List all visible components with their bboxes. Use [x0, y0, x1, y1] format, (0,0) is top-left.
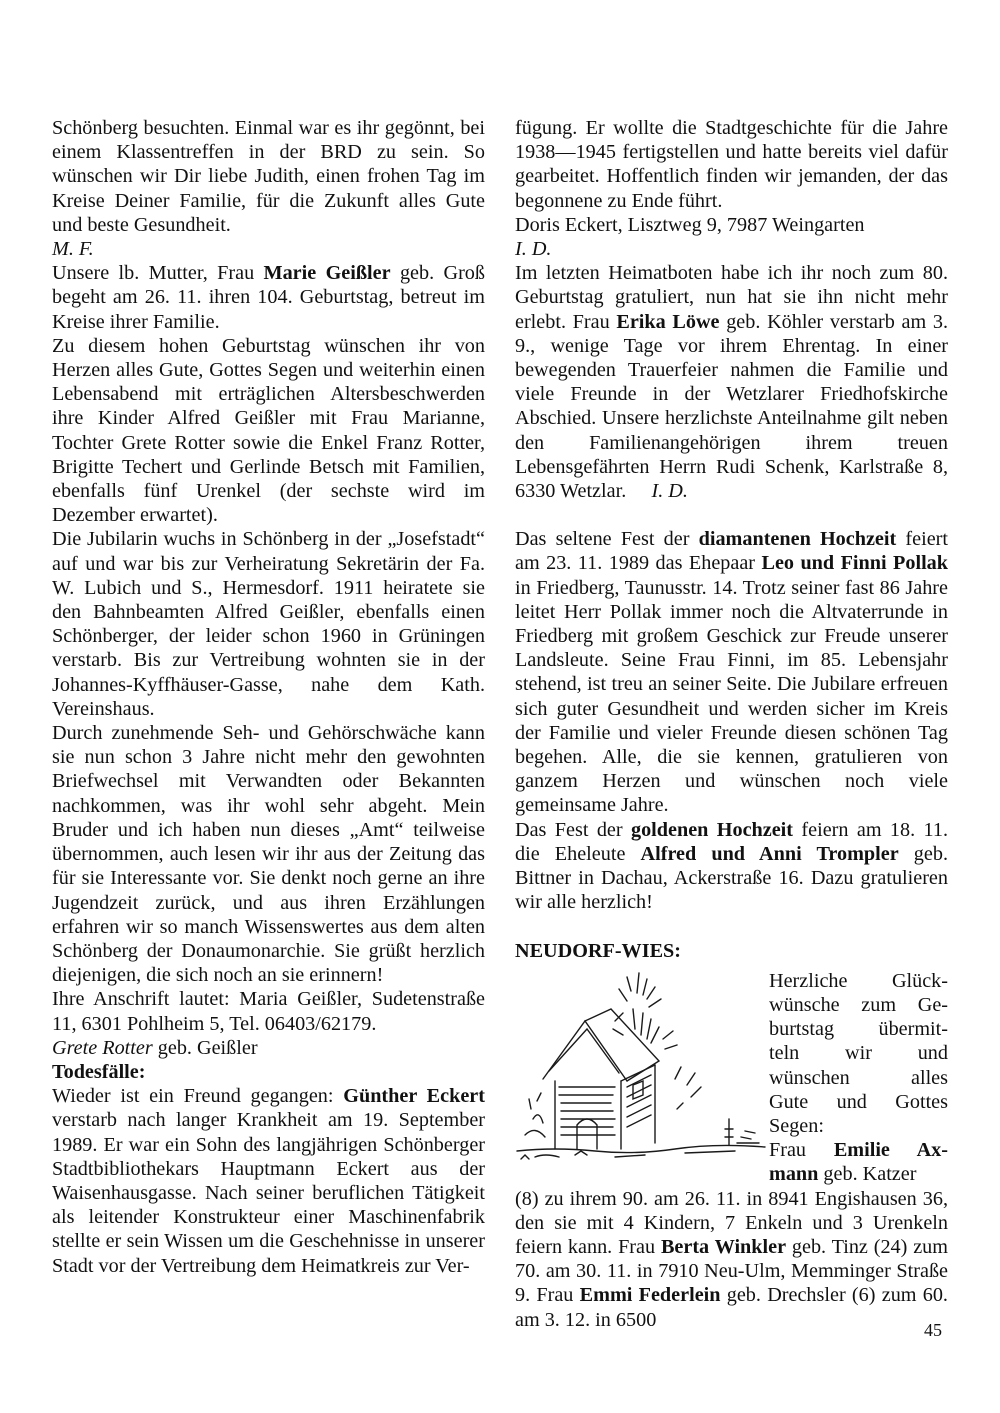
text-fragment: Unsere lb. Mutter, Frau: [52, 262, 264, 285]
signature-mf: M. F.: [52, 238, 94, 261]
bold-diamantene-hochzeit: diamantenen Hochzeit: [698, 528, 897, 551]
name-erika-loewe: Erika Löwe: [616, 310, 720, 333]
paragraph-eckert-continued: fügung. Er wollte die Stadtgeschichte für die Jahre 1938—1945 fertigstellen und hatte bereits viel dafür gearbeitet. Hoffentlich finden wir jemanden, der das begonnene zu Ende führt.: [515, 117, 948, 212]
text-fragment: verstarb nach langer Krankheit am 19. September 1989. Er war ein Sohn des langjährigen Schönberger Stadtbibliothekars Hauptmann Eckert aus der Waisenhausgasse. Nach seiner beruflichen Tätigkeit als leitender Konstrukteur einer Maschinenfabrik stellte er sein Wissen um die Geschehnisse in unserer Stadt vor der Vertreibung dem Heimatkreis zur Ver-: [52, 1109, 485, 1277]
paragraph-erika-loewe: [515, 261, 948, 503]
paragraph-wishes: Zu diesem hohen Geburtstag wünschen ihr von Herzen alles Gute, Gottes Segen und weiterhin einen Lebensabend mit erträglichen Altersbeschwerden ihre Kinder Alfred Geißler mit Frau Marianne, Tochter Grete Rotter sowie die Enkel Franz Rotter, Brigitte Techert und Gerlinde Betsch mit Familien, ebenfalls fünf Urenkel (der sechste wird im Dezember erwartet).: [52, 334, 485, 527]
text-fragment: geb. Groß begeht am 26. 11. ihren 104. Geburtstag, betreut im Kreise ihrer Familie.: [52, 262, 485, 333]
name-berta-winkler: Berta Winkler: [660, 1235, 787, 1258]
text-fragment: Wieder ist ein Freund gegangen:: [52, 1085, 344, 1108]
text-fragment: feiern am 18. 11. die Eheleute: [515, 818, 949, 865]
text-fragment: geb. Katzer: [818, 1163, 917, 1186]
float-line: [769, 1162, 948, 1186]
signature-grete-rotter: [52, 1036, 485, 1060]
float-line: Gute und Gottes: [769, 1090, 948, 1113]
paragraph-hearing-loss: Durch zunehmende Seh- und Gehörschwäche kann sie nun schon 3 Jahre nicht mehr den gewohnten Briefwechsel mit Verwandten oder Bekannten nachkommen, was ihr wohl sehr abgeht. Mein Bruder und ich haben nun dieses „Amt“ teilweise übernommen, auch lesen wir ihr aus der Zeitung das für sie Interessante vor. Sie denkt noch gerne an ihre Jugendzeit zurück, und aus ihren Erzählungen erfahren wir so manch Wissenswertes aus dem alten Schönberg der Donaumonarchie. Sie grüßt herzlich diejenigen, die sich noch an sie erinnern!: [52, 722, 485, 987]
float-line: Segen:: [769, 1114, 824, 1137]
float-line: burtstag übermit-: [769, 1018, 948, 1041]
paragraph-address: Ihre Anschrift lautet: Maria Geißler, Sudetenstraße 11, 6301 Pohlheim 5, Tel. 06403/62179.: [52, 988, 485, 1035]
paragraph-birthdays: [515, 1187, 948, 1332]
heading-neudorf-wies: NEUDORF-WIES:: [515, 939, 681, 962]
text-fragment: Frau: [769, 1139, 834, 1162]
float-line: Herzliche Glück-: [769, 969, 948, 992]
name-leo-finni-pollak: Leo und Finni Pollak: [761, 552, 948, 575]
paragraph-guenther-eckert: [52, 1084, 485, 1278]
text-fragment: geb. Drechsler (6) zum 60. am 3. 12. in 6500: [515, 1284, 948, 1331]
text-fragment: feiert am 23. 11. 1989 das Ehepaar: [515, 528, 948, 575]
page-number: 45: [924, 1320, 942, 1340]
float-line: teln wir und: [769, 1042, 948, 1065]
spacer: [515, 915, 948, 939]
name-marie-geissler: Marie Geißler: [263, 262, 391, 285]
text-fragment: Im letzten Heimatboten habe ich ihr noch zum 80. Geburtstag gratuliert, nun hat sie ihn nicht mehr erlebt. Frau: [515, 262, 948, 333]
bold-goldene-hochzeit: goldenen Hochzeit: [630, 818, 794, 841]
heading-todesfaelle: Todesfälle:: [52, 1060, 146, 1083]
right-column: [515, 116, 948, 1332]
spacer: [515, 503, 948, 527]
name-alfred-anni-trompler: Alfred und Anni Trompler: [640, 842, 899, 865]
float-line: wünschen alles: [769, 1066, 948, 1089]
signature-name: Grete Rotter: [52, 1036, 153, 1059]
name-emilie-axmann-cont: mann: [769, 1163, 819, 1186]
text-fragment: in Friedberg, Taunusstr. 14. Trotz seiner fast 86 Jahre leitet Herr Pollak immer noch die Altvaterrunde in Friedberg mit großem Geschick zur Freude unserer Landsleute. Seine Frau Finni, im 85. Lebensjahr stehend, ist treu an seiner Seite. Die Jubilare erfreuen sich guter Gesundheit und werden sicher im Kreis der Familie und vieler Freunde diesen schönen Tag begehen. Alle, die sie kennen, gratulieren von ganzem Herzen und wünschen noch viele gemeinsame Jahre.: [515, 576, 948, 817]
text-fragment: geb. Bittner in Dachau, Ackerstraße 16. Dazu gratulieren wir alle herzlich!: [515, 842, 948, 914]
signature-id-2: I. D.: [651, 480, 688, 503]
birthday-block: [515, 969, 948, 1187]
text-fragment: Das Fest der: [515, 818, 631, 841]
name-guenther-eckert: Günther Eckert: [343, 1085, 485, 1108]
text-fragment: (8) zu ihrem 90. am 26. 11. in 8941 Engishausen 36, den sie mit 4 Kindern, 7 Enkeln und 3 Urenkeln feiern kann. Frau: [515, 1187, 948, 1258]
float-line: [769, 1138, 948, 1162]
text-fragment: geb. Geißler: [152, 1036, 258, 1059]
paragraph-marie-geissler: [52, 261, 485, 334]
paragraph-diamond-wedding: [515, 527, 948, 817]
signature-id-1: I. D.: [515, 238, 552, 261]
text-fragment: geb. Tinz (24) zum 70. am 30. 11. in 7910 Neu-Ulm, Memminger Straße 9. Frau: [515, 1235, 948, 1307]
paragraph-jubilarin: Die Jubilarin wuchs in Schönberg in der „Josefstadt“ auf und war bis zur Verheiratung Sekretärin der Fa. W. Lubich und S., Hermesdorf. 1911 heiratete sie den Bahnbeamten Alfred Geißler, ebenfalls einen Schönberger, der leider schon 1960 in Grüningen verstarb. Bis zur Vertreibung wohnten sie in der Johannes-Kyffhäuser-Gasse, nahe dem Kath. Vereinshaus.: [52, 528, 485, 720]
paragraph-golden-wedding: [515, 818, 948, 915]
text-fragment: Das seltene Fest der: [515, 528, 699, 551]
text-fragment: geb. Köhler verstarb am 3. 9., wenige Tage vor ihrem Ehrentag. In einer bewegenden Trauerfeier nahmen die Familie und viele Freunde in der Wetzlarer Friedhofskirche Abschied. Unsere herzlichste Anteilnahme gilt neben den Familienangehörigen ihrem treuen Lebensgefährten Herrn Rudi Schenk, Karlstraße 8, 6330 Wetzlar.: [515, 310, 948, 503]
float-text: [769, 969, 948, 1187]
name-emmi-federlein: Emmi Federlein: [579, 1284, 721, 1307]
name-emilie-axmann: Emilie Ax-: [833, 1139, 948, 1162]
address-doris-eckert: Doris Eckert, Lisztweg 9, 7987 Weingarten: [515, 213, 865, 236]
church-sketch-icon: [515, 969, 769, 1165]
left-column: [52, 116, 485, 1278]
paragraph-judith: Schönberg besuchten. Einmal war es ihr gegönnt, bei einem Klassentreffen in der BRD zu sein. So wünschen wir Dir liebe Judith, einen frohen Tag im Kreise Deiner Familie, für die Zukunft alles Gute und beste Gesundheit.: [52, 117, 485, 236]
float-line: wünsche zum Ge-: [769, 993, 948, 1016]
